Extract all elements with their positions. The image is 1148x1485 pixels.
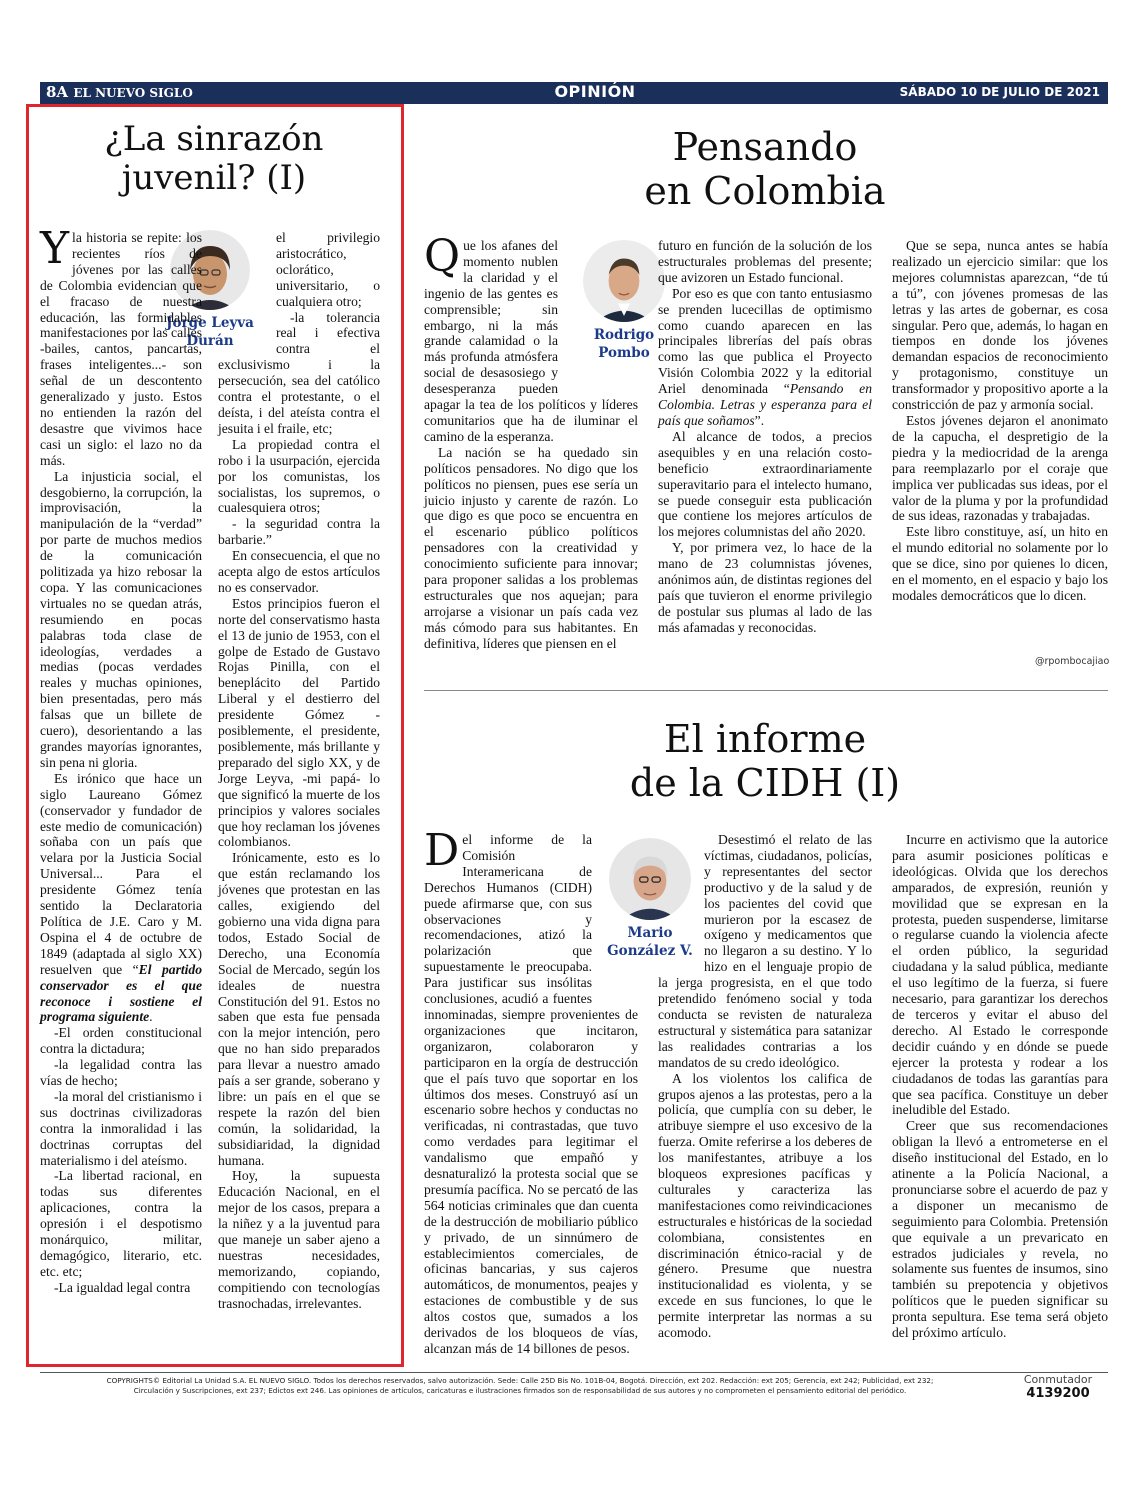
article3-paragraph: Creer que sus recomendaciones obligan la llevó a entrometerse en el diseño institucional del Estado, en lo atinente a la Policía Nacional, a pronunciarse sobre el acuerdo de paz y a disponer un mecanismo de seguimiento para Colombia. Pretensión que equivale a un prevaricato en estrados judiciales y revela, no solamente sus fuentes de insumos, sino también su prepotencia y objetivos políticos que le pueden significar su pronta sepultura. Ese tema será objeto del próximo artículo.: [892, 1118, 1108, 1341]
article1-paragraph: -La igualdad legal contra: [54, 1279, 191, 1295]
dropcap: D: [424, 825, 460, 876]
article2-column2: [658, 238, 872, 636]
article2-column1: [424, 231, 638, 652]
article2-paragraph: Que se sepa, nunca antes se había realizado un ejercicio similar: que los mejores columnistas aparezcan, “de tú a tú”, con jóvenes promesas de las letras y las artes de gobernar, es cosa singular. Pero que, además, lo hagan en tiempos en donde los jóvenes demandan espacios de reconocimiento y protagonismo, constituye un transformador y propositivo aporte a la constricción de paz y armonía social.: [892, 238, 1108, 413]
article1-paragraph: En consecuencia, el que no acepta algo de estos artículos no es conservador.: [218, 548, 380, 595]
article1-title-line1: ¿La sinrazón: [104, 119, 324, 159]
article3-column2: [658, 832, 872, 1341]
article1-title: [40, 120, 388, 198]
article2-paragraph: futuro en función de la solución de los estructurales problemas del presente; que avizoren un Estado funcional.: [658, 238, 872, 285]
article3-paragraph: Desestimó el relato de las víctimas, ciudadanos, policías, y representantes del sector productivo y de la salud y de los pacientes del covid que murieron por la escasez de oxígeno y medicamentos que no llegaron a su destino. Y lo hizo en el lenguaje propio de la jerga progresista, en el que todo pretendido fenómeno social y toda conducta se revisten de naturaleza estructural y sistemática para satanizar las realidades contrarias a los mandatos de su credo ideológico.: [658, 832, 872, 1070]
spacer: [218, 230, 276, 350]
article1-paragraph: - la seguridad contra la barbarie.”: [218, 516, 380, 548]
article1-title-line2: juvenil? (I): [121, 158, 307, 199]
article2-paragraph: Y, por primera vez, lo hace de la mano de 23 columnistas jóvenes, anónimos aún, de distintas regiones del país que tuvieron el enorme privilegio de postular sus plumas al lado de las más afamadas y reconocidas.: [658, 540, 872, 635]
masthead-left: [46, 83, 193, 101]
paper-name: EL NUEVO SIGLO: [73, 86, 193, 100]
footer-line1: COPYRIGHTS© Editorial La Unidad S.A. EL NUEVO SIGLO. Todos los derechos reservados, salvo autorización. Sede: Calle 25D Bis No. 101B-04, Bogotá. Dirección, ext 202. Redacción: ext 205; Gerencia, ext 242; Publicidad, ext 232;: [106, 1376, 934, 1385]
author-last: Pombo: [598, 345, 650, 361]
article2-paragraph: Estos jóvenes dejaron el anonimato de la capucha, el despretigio de la piedra y la mediocridad de la arenga para reemplazarlo por el coraje que implica ver publicadas sus ideas, por el valor de la pluma y por la profundidad de sus ideas, razonadas y trabajadas.: [892, 412, 1108, 524]
article1-paragraph: Estos principios fueron el norte del conservatismo hasta el 13 de junio de 1953, con el golpe de Estado de Gustavo Rojas Pinilla, con el beneplácito del Partido Liberal y el destierro del presidente Gómez -posiblemente, el presidente, posiblemente, más brillante y preparado del siglo XX, y de Jorge Leyva, -mi papá- lo que significó la muerte de los principios y valores sociales que hoy reclaman los jóvenes colombianos.: [218, 595, 380, 850]
article1-paragraph: [40, 771, 202, 1026]
author-first: Rodrigo: [593, 327, 655, 343]
article1-column2: [218, 230, 380, 1312]
article1-paragraph: -La libertad racional, en todas sus diferentes aplicaciones, contra la opresión i el despotismo monárquico, militar, demagógico, literario, etc. etc. etc;: [40, 1168, 202, 1279]
text: la historia se repite: los recientes ríos de jóvenes por las calles de Colombia evidencian que el fracaso de nuestra educación, las formidables manifestaciones por las calles -bailes, cantos, pancartas, frases inteligentes...- son señal de un descontento generalizado y justo. Estos no entienden la razón del desastre que vivimos hace casi un siglo: el lazo no da más.: [40, 230, 202, 468]
text: ”.: [754, 412, 765, 428]
spacer: [592, 832, 638, 992]
article1-paragraph: Irónicamente, esto es lo que están reclamando los jóvenes que protestan en las calles, exigiendo del gobierno una vida digna para todos, Estado Social de Derecho, una Economía Social de Mercado, según los ideales de nuestra Constitución del 91. Estos no saben que esta fue pensada con la mejor intención, pero que no han sido preparados para llevar a nuestro amado país a ser grande, soberano y libre: un país en el que se respete la razón del bien común, la solidaridad, la subsidiaridad, la dignidad humana.: [218, 850, 380, 1168]
article3-paragraph: A los violentos los califica de grupos ajenos a las protestas, pero a la policía, que cumplía con su deber, le atribuye siempre el uso excesivo de la fuerza. Omite referirse a los deberes de los manifestantes, atribuye a los bloqueos expresiones pacíficas y culturales y caracteriza las manifestaciones como reivindicaciones estructurales e históricas de la sociedad colombiana, consistentes en discriminación étnico-racial y de género. Presume que nuestra institucionalidad es violenta, y se excede en sus funciones, lo que le permite interpretar las normas a su acomodo.: [658, 1070, 873, 1341]
footer-copyright: [60, 1376, 980, 1396]
article2-column3: [892, 238, 1108, 604]
text: Es irónico que hace un siglo Laureano Gómez (conservador y fundador de este medio de comunicación) soñaba con un país que velara por la Justicia Social Universal... Para el presidente Gómez tenía sentido la Declaratoria Política de J.E. Caro y M. Ospina el 4 de octubre de 1849 (adaptada al siglo XX) resuelven que “: [40, 770, 202, 977]
emphasis: El partido conservador es el que reconoce i sostiene el programa siguiente: [40, 961, 203, 1025]
masthead: [40, 82, 1108, 104]
article1-paragraph: -la moral del cristianismo i sus doctrinas civilizadoras contra la inmoralidad i las doctrinas corruptas del materialismo i del ateísmo.: [40, 1088, 202, 1168]
article1-paragraph: [40, 223, 202, 469]
section-divider: [424, 690, 1108, 691]
text: Por eso es que con tanto entusiasmo se prenden lucecillas de optimismo como cuando aparecen en las principales librerías del país obras como las que publica el Proyecto Visión Colombia 2022 y la editorial Ariel denominada “: [658, 285, 872, 397]
article1-paragraph: La injusticia social, el desgobierno, la corrupción, la improvisación, la manipulación de la “verdad” por parte de muchos medios de la comunicación politizada ya hizo rebosar la copa. Y las comunicaciones virtuales no se quedan atrás, resumiendo en pocas palabras toda clase de ideologías, verdades a medias (pocas verdades reales y muchas opiniones, bien presentadas, pero más falsas que un billete de cuero), desorientando a las grandes mayorías ignorantes, sin pena ni gloria.: [40, 468, 202, 770]
author-handle: @rpombocajiao: [1035, 656, 1110, 667]
footer-line2: Circulación y Suscripciones, ext 237; Edictos ext 246. Las opiniones de artículos, caricaturas e ilustraciones firmados son de responsabilidad de sus autores y no comprometen el pensamiento editorial del periódico.: [133, 1386, 907, 1395]
conmutador-number: 4139200: [1026, 1386, 1090, 1401]
article1-paragraph: Hoy, la supuesta Educación Nacional, en el mejor de los casos, prepara a la niñez y a la juventud para que maneje un saber ajeno a nuestras necesidades, memorizando, copiando, compitiendo con tecnologías trasnochadas, irrelevantes.: [218, 1168, 380, 1311]
article2-paragraph: [658, 286, 872, 429]
article1-paragraph: -la tolerancia real i efectiva contra el exclusivismo i la persecución, sea del católico contra el protestante, o el deísta, i del ateísta contra el jesuita i el fraile, etc;: [218, 309, 380, 436]
text: el informe de la Comisión Interamericana de Derechos Humanos (CIDH) puede afirmarse que, con sus observaciones y recomendaciones, atizó la polarización que supuestamente le preocupaba. Para justificar sus insólitas conclusiones, acudió a fuentes innominadas, siempre provenientes de organizaciones que incitaron, organizaron, colaboraron y participaron en la orgía de destrucción que el país tuvo que soportar en los últimos dos meses. Construyó así un escenario sobre hechos y conductas no verificadas, ni contrastadas, que tuvo como verdades para legitimar el vandalismo que empañó y desnaturalizó la protesta social que se presumía pacífica. No se percató de las 564 noticias criminales que dan cuenta de la destrucción de mobiliario público y privado, de un sinnúmero de establecimientos comerciales, de oficinas bancarias, y sus cajeros automáticos, de monumentos, peajes y estaciones de combustible y de sus altos costos que, sumados a los derivados de los bloqueos de vías, alcanzan más de 14 billones de pesos.: [424, 832, 638, 1356]
article1-paragraph: -la legalidad contra las vías de hecho;: [40, 1057, 202, 1089]
text: .: [149, 1009, 153, 1025]
article2-paragraph: La nación se ha quedado sin políticos pensadores. No digo que los políticos no piensen, pues ese sería un juicio injusto y carente de razón. Lo que digo es que poco se encuentra en el escenario público políticos pensadores con la creatividad y conocimiento suficiente para innovar; para proponer salidas a los problemas estructurales que nos aquejan; para arrojarse a visionar un país cada vez más cómodo para sus habitantes. En definitiva, líderes que piensen en el: [424, 444, 638, 651]
article1-column1: [40, 223, 203, 1296]
article3-paragraph: Incurre en activismo que la autorice para asumir posiciones políticas e ideológicas. Olvida que los derechos amparados, de expresión, reunión y movilidad que se expresan en la protesta, pueden suspenderse, limitarse o regularse cuando la violencia afecte el orden público, la seguridad ciudadana y la salud pública, mediante el uso legítimo de la fuerza, si fuere necesario, para garantizar los derechos de terceros y evitar el abuso del derecho. Al Estado le corresponde decidir cuándo y en dónde se puede ejercer la protesta y rodear a los ciudadanos de todas las garantías para que sea pacífica. Constituye un deber ineludible del Estado.: [892, 832, 1108, 1118]
article3-title: [560, 718, 970, 805]
article2-paragraph: Al alcance de todos, a precios asequibles y en una relación costo-beneficio extraordinariamente superavitario para el intelecto humano, se puede conseguir esta publicación que contiene los mejores artículos de los mejores columnistas del año 2020.: [658, 428, 872, 540]
article1-paragraph: La propiedad contra el robo i la usurpación, ejercida por los comunistas, los socialistas, los supremos, o cualesquiera otros;: [218, 436, 380, 516]
article3-title-line1: El informe: [663, 717, 867, 761]
author-first: Jorge Leyva: [166, 315, 254, 331]
section-title: OPINIÓN: [554, 82, 636, 101]
dropcap: Y: [40, 223, 70, 274]
issue-date: SÁBADO 10 DE JULIO DE 2021: [899, 85, 1100, 99]
article2-title-line1: Pensando: [672, 125, 858, 169]
article1-paragraph: el privilegio aristocrático, oclorático, universitario, o cualquiera otro;: [276, 230, 380, 309]
conmutador-label: Conmutador: [1023, 1373, 1093, 1386]
author-first: Mario: [627, 925, 673, 941]
article2-title-line2: en Colombia: [644, 168, 886, 213]
dropcap: Q: [424, 231, 461, 282]
footer-rule: [40, 1372, 1108, 1373]
article3-title-line2: de la CIDH (I): [629, 760, 901, 805]
article1-paragraph: -El orden constitucional contra la dictadura;: [40, 1025, 202, 1057]
author-last: González V.: [607, 943, 693, 959]
article2-paragraph: Este libro constituye, así, un hito en el mundo editorial no solamente por lo que se dice, sino por quienes lo dicen, en el momento, en el espacio y bajo los modales democráticos que lo dicen.: [892, 524, 1108, 603]
page-number: 8A: [46, 83, 69, 101]
article2-title: [560, 126, 970, 213]
conmutador: [1008, 1373, 1108, 1401]
spacer: [658, 832, 704, 972]
spacer: [558, 238, 638, 390]
article3-column1: [424, 825, 638, 1357]
emphasis: Pensando en Colombia. Letras y esperanza para el país que soñamos: [658, 381, 873, 428]
article3-column3: [892, 832, 1108, 1341]
author-last: Durán: [186, 333, 234, 349]
text: ue los afanes del momento nublen la claridad y el ingenio de las gentes es comprensible; sin embargo, ni la más grande calamidad o la más profunda atmósfera social de desasosiego y desesperanza pueden apagar la tea de los políticos y líderes comunitarios que ha de iluminar el camino de la esperanza.: [424, 238, 638, 444]
